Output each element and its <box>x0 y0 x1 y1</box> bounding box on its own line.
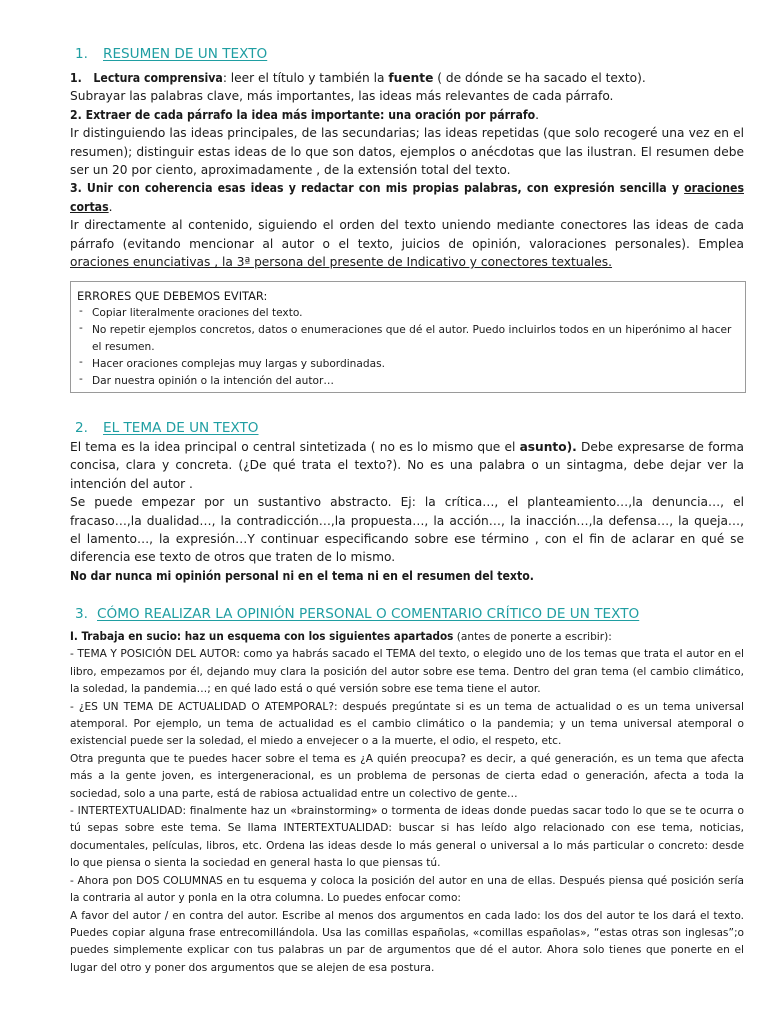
errors-box-title: ERRORES QUE DEBEMOS EVITAR: <box>77 289 268 303</box>
section-1-title: RESUMEN DE UN TEXTO <box>103 46 268 62</box>
step-3-heading-underlined: oraciones cortas <box>70 181 744 214</box>
section-3-paragraph: - INTERTEXTUALIDAD: finalmente haz un «brainstorming» o tormenta de ideas donde puedas sacar todo lo que se te ocurra o tú sepas sobre este tema. Se llama INTERTEXTUALIDAD: buscar si has leído algo relacionado con ese tema, noticias, documentales, películas, libros, etc. Ordena las ideas desde lo más general o universal a lo más particular o concreto: desde lo que piensa o sienta la sociedad en general hasta lo que piensas tú. <box>70 805 744 870</box>
section-3-paragraph: - Ahora pon DOS COLUMNAS en tu esquema y coloca la posición del autor en una de ellas. Después piensa qué posición sería la contraria al autor y ponla en la otra columna. Lo puedes enfocar como: <box>70 874 744 905</box>
step-3-body-underlined: oraciones enunciativas , la 3ª persona del presente de Indicativo y conectores textuales. <box>70 255 613 270</box>
section-3-body <box>70 628 744 977</box>
step-1-text-c: ( de dónde se ha sacado el texto). <box>433 71 646 85</box>
step-3-body <box>70 216 744 271</box>
section-2-body <box>70 438 744 585</box>
section-3-paragraph: - TEMA Y POSICIÓN DEL AUTOR: como ya habrás sacado el TEMA del texto, o elegido uno de los temas que trata el autor en el libro, empezamos por él, dejando muy clara la posición del autor sobre ese tema. Dentro del gran tema (el cambio climático, la soledad, la pandemia…; en qué lado está o qué versión sobre ese tema tiene el autor. <box>70 648 744 696</box>
step-1-heading: Lectura comprensiva <box>93 71 223 85</box>
error-item: - No repetir ejemplos concretos, datos o enumeraciones que dé el autor. Puedo incluirlos todos en un hiperónimo al hacer el resumen. <box>77 322 739 356</box>
section-3-step-heading-tail: (antes de ponerte a escribir): <box>453 631 612 643</box>
section-1-body <box>70 69 744 271</box>
theme-definition-bold: asunto). <box>519 440 577 454</box>
step-1-text-a: : leer el título y también la <box>222 71 389 85</box>
step-3-heading: 3. Unir con coherencia esas ideas y redactar con mis propias palabras, con expresión sencilla y <box>70 181 685 196</box>
step-3-heading-dot: . <box>108 199 113 214</box>
step-2-body: Ir distinguiendo las ideas principales, de las secundarias; las ideas repetidas (que solo recogeré una vez en el resumen); distinguir estas ideas de lo que son datos, ejemplos o anécdotas que las ilustran. El resumen debe ser un 20 por ciento, aproximadamente , de la extensión total del texto. <box>70 126 744 178</box>
section-3-paragraph: A favor del autor / en contra del autor. Escribe al menos dos argumentos en cada lado: los dos del autor te los dará el texto. Puedes copiar alguna frase entrecomillándola. Usa las comillas españolas, «comillas españolas», “estas otras son inglesas”;o puedes simplemente explicar con tus palabras un par de argumentos que dé el autor. Ahora solo tienes que ponerte en el lugar del otro y poner dos argumentos que se alejen de esa postura. <box>70 909 744 974</box>
step-1-number: 1. <box>70 71 82 85</box>
theme-definition <box>70 438 744 493</box>
section-3-paragraph: - ¿ES UN TEMA DE ACTUALIDAD O ATEMPORAL?: después pregúntate si es un tema de actualidad o es un tema universal atemporal. Por ejemplo, un tema de actualidad es el cambio climático o la pandemia; y un tema universal atemporal o existencial puede ser la soledad, el miedo a envejecer o a la muerte, el odio, el respeto, etc. <box>70 700 744 748</box>
section-1-heading <box>75 46 267 62</box>
section-3-title: CÓMO REALIZAR LA OPINIÓN PERSONAL O COMENTARIO CRÍTICO DE UN TEXTO <box>97 606 640 622</box>
section-2-number: 2. <box>75 420 88 436</box>
step-1-line <box>70 69 744 87</box>
section-3-heading <box>75 606 639 622</box>
section-3-number: 3. <box>75 606 88 622</box>
section-2-title: EL TEMA DE UN TEXTO <box>103 420 259 436</box>
step-3-body-text: Ir directamente al contenido, siguiendo el orden del texto uniendo mediante conectores las ideas de cada párrafo (evitando mencionar al autor o el texto, juicios de opinión, valoraciones personales). Emplea <box>70 218 744 251</box>
errors-box <box>70 281 746 393</box>
section-3-paragraph: Otra pregunta que te puedes hacer sobre el tema es ¿A quién preocupa? es decir, a qué generación, es un tema que afecta más a la gente joven, es intergeneracional, es un problema de personas de cierta edad o generación, afecta a toda la sociedad, solo a una parte, está de rabiosa actualidad entre un colectivo de gente… <box>70 752 744 800</box>
error-item: - Copiar literalmente oraciones del texto. <box>77 305 739 322</box>
step-1-text-bold: fuente <box>388 71 434 85</box>
theme-how-to-start: Se puede empezar por un sustantivo abstracto. Ej: la crítica…, el planteamiento…,la denuncia…, el fracaso…,la dualidad…, la contradicción…,la propuesta…, la acción…, la inacción…,la defensa…, la queja…, el lamento…, la expresión…Y continuar especificando sobre ese término , con el fin de aclarar en qué se diferencia ese texto de otros que traten de lo mismo. <box>70 495 744 565</box>
error-item: - Hacer oraciones complejas muy largas y subordinadas. <box>77 356 739 373</box>
error-item: - Dar nuestra opinión o la intención del autor… <box>77 373 739 390</box>
step-2-heading-dot: . <box>535 107 540 122</box>
section-3-step-heading <box>70 628 744 646</box>
step-2-heading-line <box>70 106 744 124</box>
theme-definition-c: Debe expresarse de forma concisa, clara y concreta. (¿De qué trata el texto?). No es una palabra o un sintagma, debe dejar ver la intención del autor . <box>70 440 744 491</box>
errors-list <box>77 305 739 390</box>
theme-definition-a: El tema es la idea principal o central sintetizada ( no es lo mismo que el <box>70 440 520 454</box>
step-2-heading: 2. Extraer de cada párrafo la idea más importante: una oración por párrafo <box>70 107 536 122</box>
section-1-number: 1. <box>75 46 88 62</box>
section-3-step-heading-bold: I. Trabaja en sucio: haz un esquema con los siguientes apartados <box>70 629 454 643</box>
step-3-heading-line <box>70 179 744 216</box>
theme-warning: No dar nunca mi opinión personal ni en el tema ni en el resumen del texto. <box>70 568 534 583</box>
section-2-heading <box>75 420 259 436</box>
step-1-line-2: Subrayar las palabras clave, más importantes, las ideas más relevantes de cada párrafo. <box>70 89 614 104</box>
